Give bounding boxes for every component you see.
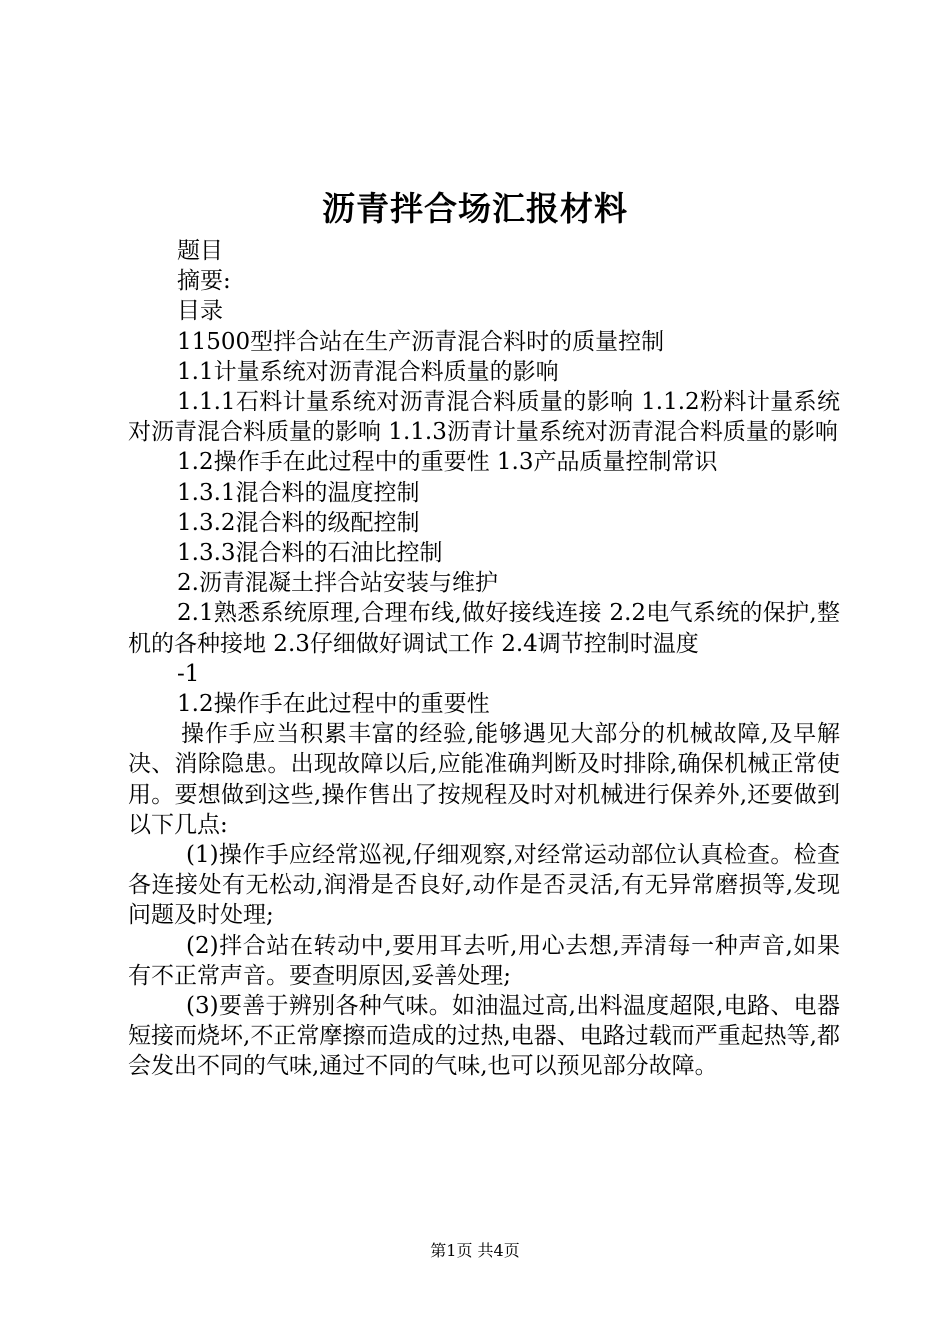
document-body [128,236,840,1082]
toc-item: 1.3.2混合料的级配控制 [177,509,420,536]
list-item: (2)拌合站在转动中,要用耳去听,用心去想,弄清每一种声音,如果有不正常声音。要查明原因,妥善处理; [128,932,840,989]
toc-item: 1.3.3混合料的石油比控制 [177,540,443,567]
toc-item: 1.1.1石料计量系统对沥青混合料质量的影响 1.1.2粉料计量系统对沥青混合料质量的影响 1.1.3沥青计量系统对沥青混合料质量的影响 [128,389,840,446]
toc-item: 1.1计量系统对沥青混合料质量的影响 [177,358,559,385]
page-marker: -1 [177,660,200,687]
toc-item: 2.沥青混凝土拌合站安装与维护 [177,570,498,597]
paragraph-contents: 目录 [177,298,223,325]
toc-item: 1.2操作手在此过程中的重要性 1.3产品质量控制常识 [177,449,718,476]
section-heading: 1.2操作手在此过程中的重要性 [177,691,490,718]
paragraph-abstract: 摘要: [177,268,231,295]
page-footer: 第1页 共4页 [430,1241,520,1260]
toc-item: 1.3.1混合料的温度控制 [177,479,420,506]
body-paragraph: 操作手应当积累丰富的经验,能够遇见大部分的机械故障,及早解决、消除隐患。出现故障以后,应能准确判断及时排除,确保机械正常使用。要想做到这些,操作售出了按规程及时对机械进行保养外,还要做到以下几点: [128,721,840,838]
paragraph-topic: 题目 [177,238,223,264]
list-item: (1)操作手应经常巡视,仔细观察,对经常运动部位认真检查。检查各连接处有无松动,润滑是否良好,动作是否灵活,有无异常磨损等,发现问题及时处理; [128,842,840,929]
toc-item: 2.1熟悉系统原理,合理布线,做好接线连接 2.2电气系统的保护,整机的各种接地 2.3仔细做好调试工作 2.4调节控制时温度 [128,600,840,657]
list-item: (3)要善于辨别各种气味。如油温过高,出料温度超限,电路、电器短接而烧坏,不正常摩擦而造成的过热,电器、电路过载而严重起热等,都会发出不同的气味,通过不同的气味,也可以预见部分故障。 [128,993,840,1080]
toc-item: 11500型拌合站在生产沥青混合料时的质量控制 [177,328,665,355]
document-title: 沥青拌合场汇报材料 [322,189,628,228]
